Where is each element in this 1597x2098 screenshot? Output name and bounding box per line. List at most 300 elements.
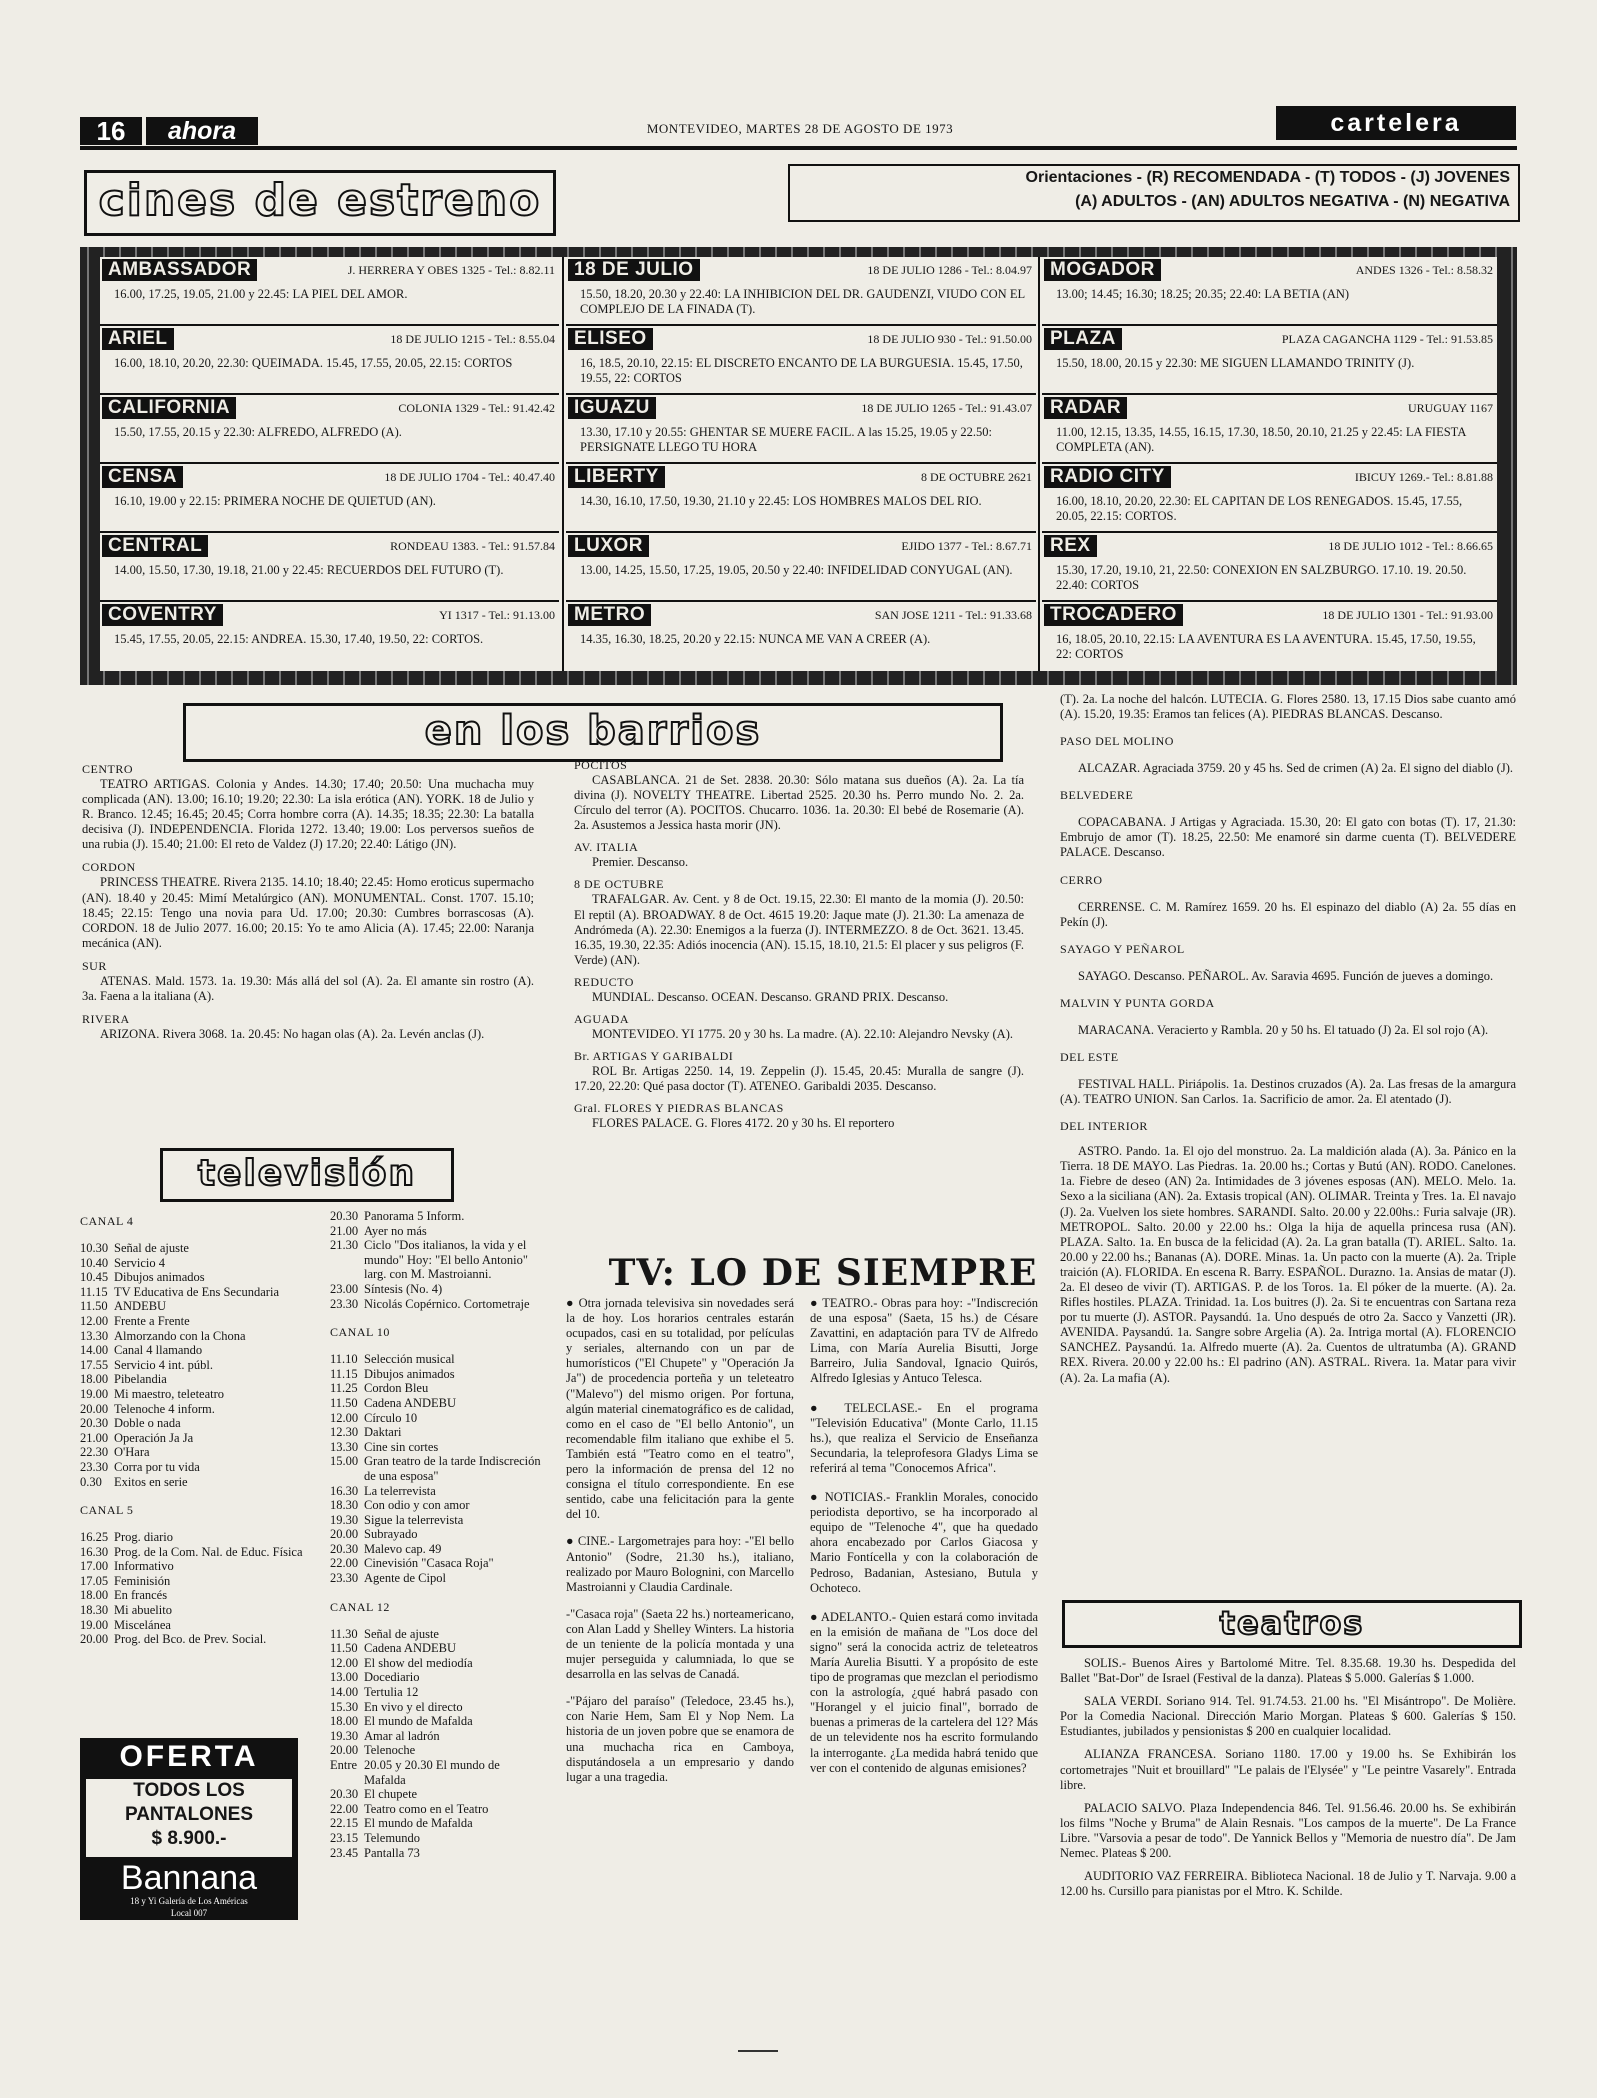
tv-column-2 <box>330 1209 544 1860</box>
schedule-program: Amar al ladrón <box>364 1728 440 1743</box>
schedule-row <box>80 1372 320 1387</box>
cinema-showtimes: 16.10, 19.00 y 22.15: PRIMERA NOCHE DE QUIETUD (AN). <box>114 494 436 508</box>
channel-schedule <box>80 1530 320 1647</box>
cinema-name: RADIO CITY <box>1044 466 1171 488</box>
schedule-time: 23.00 <box>330 1281 359 1296</box>
television-title: televisión <box>197 1153 417 1194</box>
section-text: TRAFALGAR. Av. Cent. y 8 de Oct. 19.15, 22.30: El manto de la momia (J). 20.50: El reptil (A). BROADWAY. 8 de Oct. 4615 19.20: Jaque mate (J). 21.30: La amenaza de Andrómeda (A). 22.30: Enemigos a la fuerza (J). INTERMEZZO. 8 de Oct. 3621. 13.45. 16.35, 19.30, 22.35: Adiós inocencia (AN). 15.15, 18.10, 21.5: El placer y sus peligros (F. Verde) (AN). <box>574 892 1024 967</box>
barrios-section <box>1060 734 1516 776</box>
section-text: ARIZONA. Rivera 3068. 1a. 20.45: No hagan olas (A). 2a. Levén anclas (J). <box>100 1027 485 1042</box>
newspaper-name: ahora <box>146 117 258 145</box>
schedule-time: 19.30 <box>330 1728 359 1743</box>
schedule-program: Con odio y con amor <box>364 1498 470 1513</box>
cinema-name: CENTRAL <box>102 535 208 557</box>
schedule-program: Docediario <box>364 1670 420 1685</box>
schedule-program: Servicio 4 int. públ. <box>114 1357 213 1372</box>
schedule-row <box>330 1238 544 1282</box>
schedule-row <box>330 1396 544 1411</box>
schedule-row <box>80 1530 320 1545</box>
schedule-time: 11.30 <box>330 1626 358 1641</box>
schedule-time: 10.30 <box>80 1241 109 1255</box>
section-heading: Br. ARTIGAS Y GARIBALDI <box>574 1049 734 1064</box>
schedule-time: 20.00 <box>330 1743 359 1758</box>
schedule-program: Agente de Cipol <box>364 1571 446 1586</box>
section-heading: DEL ESTE <box>1060 1049 1119 1064</box>
schedule-program: Cadena ANDEBU <box>364 1395 456 1410</box>
section-text: COPACABANA. J Artigas y Agraciada. 15.30, 20: El gato con botas (T). 17, 21.30: Embrujo de amor (T). 18.25, 22.50: Me enamoré sin darme cuenta (T). BELVEDERE PALACE. Descanso. <box>1060 815 1516 860</box>
footer-rule <box>738 2050 778 2052</box>
schedule-time: 13.30 <box>80 1328 109 1343</box>
schedule-row <box>330 1484 544 1499</box>
schedule-time: 18.00 <box>80 1372 109 1387</box>
cinema-showtimes: 11.00, 12.15, 13.35, 14.55, 16.15, 17.30, 18.50, 20.10, 21.25 y 22.45: LA FIESTA COMPLETA (AN). <box>1056 425 1466 454</box>
schedule-time: 22.30 <box>80 1445 109 1460</box>
article-paragraph: ● TEATRO.- Obras para hoy: -"Indiscreción de una esposa" (Saeta, 15 hs.) de Césare Zavattini, en adaptación para TV de Alfredo Lima, con María Aurelia Bisutti, Jorge Barreiro, Julia Sandoval, Ignacio Quirós, Alfredo Iglesias y Antuco Telesca. <box>810 1296 1038 1386</box>
cinema-showtimes: 13.30, 17.10 y 20.55: GHENTAR SE MUERE FACIL. A las 15.25, 19.05 y 22.50: PERSIGNATE LLEGO TU HORA <box>580 425 992 454</box>
teatros-list <box>1060 1656 1516 1899</box>
schedule-program: Cordon Bleu <box>364 1381 429 1396</box>
schedule-row <box>330 1381 544 1396</box>
barrios-section <box>1060 1050 1516 1107</box>
barrios-section <box>1060 1119 1516 1386</box>
cinema-name: ELISEO <box>568 328 653 350</box>
section-heading: AV. ITALIA <box>574 840 639 855</box>
article-paragraph: ● CINE.- Largometrajes para hoy: -"El bello Antonio" (Sodre, 21.30 hs.), italiano, realizado por Mauro Bolognini, con Marcello Mastroianni y Claudia Cardinale. <box>566 1534 794 1594</box>
schedule-row <box>80 1256 320 1271</box>
schedule-time: 12.00 <box>330 1410 359 1425</box>
television-title-box <box>160 1148 454 1202</box>
cinema-address: ANDES 1326 - Tel.: 8.58.32 <box>1355 263 1493 277</box>
barrios-section <box>1060 788 1516 860</box>
schedule-time: 11.50 <box>80 1299 108 1314</box>
cinema-showtimes: 16.00, 18.10, 20.20, 22.30: QUEIMADA. 15.45, 17.55, 20.05, 22.15: CORTOS <box>114 356 513 370</box>
barrios-section <box>574 1012 1024 1042</box>
schedule-program: Cadena ANDEBU <box>364 1641 456 1656</box>
dateline: MONTEVIDEO, MARTES 28 DE AGOSTO DE 1973 <box>646 121 954 136</box>
article-column-2 <box>810 1296 1038 1776</box>
schedule-time: 15.00 <box>330 1454 359 1469</box>
schedule-row <box>330 1831 544 1846</box>
schedule-row <box>330 1282 544 1297</box>
cinema-showtimes: 16, 18.5, 20.10, 22.15: EL DISCRETO ENCANTO DE LA BURGUESIA. 15.45, 17.50, 19.55, 22: CORTOS <box>580 356 1023 385</box>
section-text: SAYAGO. Descanso. PEÑAROL. Av. Saravia 4695. Función de jueves a domingo. <box>1078 968 1494 983</box>
section-heading: DEL INTERIOR <box>1060 1119 1148 1134</box>
schedule-time: 11.15 <box>80 1284 108 1299</box>
schedule-row <box>330 1729 544 1744</box>
cinema-showtimes: 15.45, 17.55, 20.05, 22.15: ANDREA. 15.30, 17.40, 19.50, 22: CORTOS. <box>114 632 484 646</box>
cinema-address: RONDEAU 1383. - Tel.: 91.57.84 <box>390 539 555 553</box>
cinema-address: IBICUY 1269.- Tel.: 8.81.88 <box>1354 470 1493 484</box>
schedule-program: Corra por tu vida <box>114 1459 200 1474</box>
schedule-row <box>330 1440 544 1455</box>
schedule-program: El show del mediodía <box>364 1655 473 1670</box>
article-paragraph: ● TELECLASE.- En el programa "Televisión Educativa" (Monte Carlo, 11.15 hs.), que realiza el Servicio de Enseñanza Secundaria, la teleprofesora Gladys Lima se referirá al tema "Conocemos Africa". <box>810 1400 1038 1475</box>
cinema-address: SAN JOSE 1211 - Tel.: 91.33.68 <box>874 608 1032 622</box>
section-text: PRINCESS THEATRE. Rivera 2135. 14.10; 18.40; 22.45: Homo eroticus supermacho (AN). 18.40 y 20.45: Mimí Metalúrgico (AN). MONUMENTAL. Const. 1707. 15.10; 18.45; 22.15: Tengo una novia para Ud. 17.00; 20.30: Cumbres borrascosas (A). CORDON. 18 de Julio 2077. 16.00; 20.15: Yo te amo Alicia (A). 17.45; 22.00: Naranja mecánica (AN). <box>82 875 534 950</box>
schedule-row <box>330 1802 544 1817</box>
schedule-program: Nicolás Copérnico. Cortometraje <box>364 1296 530 1311</box>
cinema-column-2 <box>566 257 1036 671</box>
schedule-program: Telemundo <box>364 1830 421 1845</box>
section-heading: Gral. FLORES Y PIEDRAS BLANCAS <box>574 1101 784 1116</box>
cinema-showtimes: 16, 18.05, 20.10, 22.15: LA AVENTURA ES LA AVENTURA. 15.45, 17.50, 19.55, 22: CORTOS <box>1056 632 1476 661</box>
cinema-name: ARIEL <box>102 328 174 350</box>
section-text: ROL Br. Artigas 2250. 14, 19. Zeppelin (J). 15.45, 20.45: Muralla de sangre (J). 17.20, 22.20: Qué pasa doctor (T). ATENEO. Garibaldi 2035. Descanso. <box>574 1064 1024 1094</box>
schedule-program: Sigue la telerrevista <box>364 1512 464 1527</box>
schedule-program: Dibujos animados <box>114 1270 205 1285</box>
schedule-row <box>80 1358 320 1373</box>
schedule-time: 20.30 <box>330 1541 359 1556</box>
channel-heading: CANAL 4 <box>80 1214 134 1228</box>
orientation-legend <box>788 164 1520 222</box>
schedule-program: Frente a Frente <box>114 1313 190 1328</box>
schedule-row <box>80 1416 320 1431</box>
schedule-time: 22.00 <box>330 1556 359 1571</box>
schedule-row <box>80 1343 320 1358</box>
schedule-time: 11.15 <box>330 1366 358 1381</box>
article-paragraph: -"Pájaro del paraíso" (Teledoce, 23.45 hs.), con Narie Hem, Sam El y Nop Nem. La historia de un joven pobre que se enamora de una muchacha rica en Camboya, disputándosela a un empresario y dando lugar a una tragedia. <box>566 1694 794 1784</box>
cinema-showtimes: 13.00, 14.25, 15.50, 17.25, 19.05, 20.50 y 22.40: INFIDELIDAD CONYUGAL (AN). <box>580 563 1013 577</box>
schedule-row <box>330 1498 544 1513</box>
section-text: Premier. Descanso. <box>592 855 689 870</box>
schedule-program: El mundo de Mafalda <box>364 1816 473 1831</box>
channel-schedule <box>330 1352 544 1586</box>
schedule-program: Panorama 5 Inform. <box>364 1209 465 1223</box>
schedule-time: 17.55 <box>80 1357 109 1372</box>
cinema-address: 18 DE JULIO 1265 - Tel.: 91.43.07 <box>861 401 1032 415</box>
schedule-program: TV Educativa de Ens Secundaria <box>114 1284 279 1299</box>
cinema-name: METRO <box>568 604 651 626</box>
estreno-title-box <box>84 170 556 236</box>
teatros-title: teatros <box>1219 1604 1365 1642</box>
schedule-row <box>330 1411 544 1426</box>
cinema-showtimes: 13.00; 14.45; 16.30; 18.25; 20.35; 22.40: LA BETIA (AN) <box>1056 287 1350 301</box>
section-heading: CORDON <box>82 860 136 875</box>
barrios-column-2 <box>574 758 1024 1131</box>
schedule-row <box>80 1603 320 1618</box>
barrios-section <box>82 762 534 852</box>
section-text: ATENAS. Mald. 1573. 1a. 19.30: Más allá del sol (A). 2a. El amante sin rostro (A). 3a. Faena a la italiana (A). <box>82 973 534 1004</box>
cinema-listing <box>100 257 559 326</box>
header-rule <box>80 146 1517 150</box>
schedule-time: 13.30 <box>330 1439 359 1454</box>
schedule-row <box>330 1425 544 1440</box>
schedule-program: Pibelandia <box>114 1372 167 1387</box>
teatro-listing: SALA VERDI. Soriano 914. Tel. 91.74.53. 21.00 hs. "El Misántropo". De Molière. Por la Comedia Nacional. Dirección Mario Morgan. Plateas $ 600. Galerías $ 150. Estudiantes, jubilados y pensionistas $ 200 en cualquier localidad. <box>1060 1694 1516 1739</box>
teatro-listing: AUDITORIO VAZ FERREIRA. Biblioteca Nacional. 18 de Julio y T. Narvaja. 9.00 a 12.00 hs. Cursillo para pianistas por el Mtro. K. Schilde. <box>1060 1869 1516 1899</box>
schedule-row <box>330 1714 544 1729</box>
schedule-row <box>80 1574 320 1589</box>
section-text: CASABLANCA. 21 de Set. 2838. 20.30: Sólo matana sus dueños (A). 2a. La tía divina (J). NOVELTY THEATRE. Libertad 2525. 20.30 hs. Perro mundo No. 2. 2a. Círculo del terror (A). POCITOS. Chucarro. 1036. 1a. 20.30: El bebé de Rosemarie (A). 2a. Asustemos a Jessica hasta morir (JN). <box>574 773 1024 833</box>
section-heading: MALVIN Y PUNTA GORDA <box>1060 995 1215 1010</box>
schedule-program: Servicio 4 <box>114 1255 166 1270</box>
schedule-program: Síntesis (No. 4) <box>364 1281 443 1296</box>
schedule-row <box>80 1270 320 1285</box>
schedule-program: Círculo 10 <box>364 1410 418 1425</box>
schedule-time: 19.30 <box>330 1512 359 1527</box>
cinema-address: 18 DE JULIO 1012 - Tel.: 8.66.65 <box>1328 539 1493 553</box>
cinema-address: 18 DE JULIO 1704 - Tel.: 40.47.40 <box>384 470 555 484</box>
article-paragraph: ● ADELANTO.- Quien estará como invitada en la emisión de mañana de "Los doce del signo" será la conocida actriz de teleteatros María Aurelia Bisutti. Y a propósito de este tipo de programas que mezclan el periodismo con la astrología, ¿qué habrá pasado con "Horangel y el juicio final", borrado de buenas a primeras de la cartelera del 12? Más de un televidente nos ha escrito formulando la interrogante. ¿La medida habrá tenido que ver con el contenido de algunas emisiones? <box>810 1609 1038 1775</box>
schedule-row <box>330 1542 544 1557</box>
schedule-program: Miscelánea <box>114 1617 171 1632</box>
schedule-program: La telerrevista <box>364 1483 436 1498</box>
section-heading: PASO DEL MOLINO <box>1060 734 1174 749</box>
barrios-title: en los barrios <box>424 708 762 754</box>
cinema-showtimes: 16.00, 18.10, 20.20, 22.30: EL CAPITAN DE LOS RENEGADOS. 15.45, 17.55, 20.05, 22.15: CORTOS. <box>1056 494 1463 523</box>
cinema-name: REX <box>1044 535 1097 557</box>
section-text: FESTIVAL HALL. Piriápolis. 1a. Destinos cruzados (A). 2a. Las fresas de la amargura (A). TEATRO UNION. San Carlos. 1a. Sacrificio de amor. 2a. El atentado (J). <box>1060 1076 1516 1107</box>
schedule-row <box>330 1513 544 1528</box>
schedule-time: 15.30 <box>330 1699 359 1714</box>
teatro-listing: SOLIS.- Buenos Aires y Bartolomé Mitre. Tel. 8.35.68. 19.30 hs. Despedida del Ballet "Bat-Dor" de Israel (Festival de la danza). Plateas $ 5.000. Galerías $ 1.000. <box>1060 1656 1516 1686</box>
grid-separator <box>1038 257 1040 671</box>
schedule-program: Tertulia 12 <box>364 1685 419 1700</box>
schedule-row <box>330 1556 544 1571</box>
schedule-program: Mi maestro, teleteatro <box>114 1386 225 1401</box>
cinema-listing <box>100 602 559 671</box>
cinema-address: URUGUAY 1167 <box>1407 401 1493 415</box>
schedule-time: 23.30 <box>330 1571 359 1586</box>
schedule-time: 14.00 <box>80 1343 109 1358</box>
schedule-program: Doble o nada <box>114 1416 181 1431</box>
schedule-program: Ciclo "Dos italianos, la vida y el mundo" Hoy: "El bello Antonio" larg. con M. Mastroianni. <box>364 1238 528 1282</box>
section-heading: RIVERA <box>82 1012 130 1027</box>
schedule-row <box>330 1787 544 1802</box>
ad-local: Local 007 <box>170 1908 208 1918</box>
schedule-time: 11.25 <box>330 1381 358 1396</box>
cinema-showtimes: 15.30, 17.20, 19.10, 21, 22.50: CONEXION EN SALZBURGO. 17.10. 19. 20.50. 22.40: CORTOS <box>1056 563 1467 592</box>
section-text: ASTRO. Pando. 1a. El ojo del monstruo. 2a. La maldición alada (A). 3a. Pánico en la Tierra. 18 DE MAYO. Las Piedras. 1a. 20.00 hs.; Cortas y Butú (AN). RODO. Canelones. 1a. Fiebre de deseo (AN) 2a. Intimidades de 3 jóvenes esposas (AN). MELO. Melo. 1a. Sexo a la siciliana (AN). 2a. Extasis tropical (AN). OLIMAR. Treinta y Tres. 1a. El navajo (J). 2a. Vuelven los siete hombres. SARANDI. Salto. 20.00 y 22.00hs.: Furia salvaje (JR). METROPOL. Salto. 20.00 y 22.00 hs.: Olga la hija de aquella princesa rusa (AN). PLAZA. Salto. 1a. En busca de la felicidad (A). 2a. La gran batalla (T). ARIEL. Salto. 1a. 20.00 y 22.00 hs.; Bananas (A). DORE. Minas. 1a. Un pacto con la muerte (A). 2a. Triple traición (A). FLORIDA. En escena R. Barry. ESPAÑOL. Durazno. 1a. Ansias de matar (J). 2a. El deseo de vivir (T). ARTIGAS. P. de los Toros. 1a. El póker de la muerte. (A). 2a. Rifles hostiles. PLAZA. Trinidad. 1a. Los buitres (J). 2a. Si te encuentras con Sartana reza por tu muerte (J). ASTOR. Paysandú. 1a. Uno después de otro 2a. Sacco y Vanzetti (JR). AVENIDA. Paysandú. 1a. Sangre sobre Argelia (A). 2a. Intriga mortal (A). FLORENCIO SANCHEZ. Paysandú. 1a. Alfredo muerte (A). 2a. Cuentos de ultratumba (A). GRAND REX. Rivera. 20.00 y 22.00 hs.: El padrino (AN). ASTRAL. Rivera. 1a. Matar para vivir (A). 2a. La mafia (A). <box>1060 1144 1516 1385</box>
section-heading: SUR <box>82 958 107 973</box>
schedule-row <box>330 1454 544 1483</box>
section-text: ALCAZAR. Agraciada 3759. 20 y 45 hs. Sed de crimen (A) 2a. El signo del diablo (J). <box>1078 761 1513 776</box>
barrios-section <box>574 975 1024 1005</box>
cinema-column-1 <box>100 257 559 671</box>
schedule-time: 19.00 <box>80 1617 109 1632</box>
schedule-time: 12.30 <box>330 1425 359 1440</box>
schedule-row <box>80 1285 320 1300</box>
schedule-row <box>330 1846 544 1861</box>
schedule-program: Cinevisión "Casaca Roja" <box>364 1556 494 1571</box>
channel-schedule <box>330 1627 544 1861</box>
cinema-name: PLAZA <box>1044 328 1122 350</box>
cinema-name: IGUAZU <box>568 397 656 419</box>
schedule-time: 20.00 <box>330 1527 359 1542</box>
channel-schedule <box>80 1241 320 1489</box>
orientation-line-1: Orientaciones - (R) RECOMENDADA - (T) TODOS - (J) JOVENES <box>1025 169 1510 186</box>
cinema-address: J. HERRERA Y OBES 1325 - Tel.: 8.82.11 <box>347 263 555 277</box>
schedule-row <box>80 1545 320 1560</box>
schedule-program: Telenoche 4 inform. <box>114 1401 215 1416</box>
schedule-time: 18.30 <box>80 1603 109 1618</box>
cinema-listing <box>566 395 1036 464</box>
barrios-title-box <box>183 703 1003 762</box>
tv-column-1 <box>80 1214 320 1647</box>
schedule-row <box>80 1299 320 1314</box>
schedule-time: 19.00 <box>80 1386 109 1401</box>
cinema-name: LUXOR <box>568 535 649 557</box>
barrios-section <box>574 1101 1024 1131</box>
cinema-listing <box>566 326 1036 395</box>
cinema-address: YI 1317 - Tel.: 91.13.00 <box>439 608 555 622</box>
cinema-listing <box>1042 395 1497 464</box>
schedule-program: En vivo y el directo <box>364 1699 463 1714</box>
cinema-showtimes: 14.00, 15.50, 17.30, 19.18, 21.00 y 22.45: RECUERDOS DEL FUTURO (T). <box>114 563 504 577</box>
section-text: FLORES PALACE. G. Flores 4172. 20 y 30 hs. El reportero <box>592 1116 895 1131</box>
cinema-address: 18 DE JULIO 930 - Tel.: 91.50.00 <box>867 332 1032 346</box>
cinema-listing <box>566 602 1036 671</box>
section-heading: POCITOS <box>574 758 628 772</box>
section-text: MUNDIAL. Descanso. OCEAN. Descanso. GRAND PRIX. Descanso. <box>592 989 949 1004</box>
schedule-time: 13.00 <box>330 1670 359 1685</box>
schedule-row <box>80 1475 320 1490</box>
schedule-program: ANDEBU <box>114 1299 167 1314</box>
schedule-row <box>330 1685 544 1700</box>
barrios-section <box>82 959 534 1004</box>
ad-offer-panel <box>86 1779 292 1857</box>
schedule-row <box>330 1656 544 1671</box>
barrios-section <box>574 758 1024 833</box>
teatro-listing: ALIANZA FRANCESA. Soriano 1180. 17.00 y 19.00 hs. Se Exhibirán los cortometrajes "Nuit et brouillard" "Le palais de l'Elysée" y "Le peintre Vasarely". Entrada libre. <box>1060 1747 1516 1792</box>
channel-heading: CANAL 10 <box>330 1325 390 1340</box>
cinema-address: COLONIA 1329 - Tel.: 91.42.42 <box>398 401 555 415</box>
cinema-name: RADAR <box>1044 397 1127 419</box>
section-heading: REDUCTO <box>574 974 634 989</box>
schedule-program: Subrayado <box>364 1527 418 1542</box>
schedule-row <box>330 1641 544 1656</box>
schedule-row <box>80 1431 320 1446</box>
cinema-address: 18 DE JULIO 1286 - Tel.: 8.04.97 <box>867 263 1032 277</box>
channel-heading: CANAL 12 <box>330 1599 390 1614</box>
schedule-time: 20.30 <box>80 1416 109 1431</box>
schedule-time: 17.05 <box>80 1573 109 1588</box>
schedule-program: El mundo de Mafalda <box>364 1714 473 1729</box>
schedule-time: 21.00 <box>80 1430 109 1445</box>
schedule-time: 20.00 <box>80 1401 109 1416</box>
schedule-row <box>80 1445 320 1460</box>
cinema-name: MOGADOR <box>1044 259 1161 281</box>
schedule-time: 0.30 <box>80 1474 102 1489</box>
barrios-section <box>82 860 534 950</box>
article-paragraph: -"Casaca roja" (Saeta 22 hs.) norteamericano, con Alan Ladd y Shelley Winters. La historia de un teniente de la policía montada y una mujer perseguida y calumniada, lo que se desarrolla en las selvas de Canadá. <box>566 1606 794 1682</box>
cinema-listing <box>100 326 559 395</box>
cinema-showtimes: 14.30, 16.10, 17.50, 19.30, 21.10 y 22.45: LOS HOMBRES MALOS DEL RIO. <box>580 494 982 508</box>
schedule-program: Señal de ajuste <box>364 1626 439 1641</box>
schedule-row <box>330 1700 544 1715</box>
schedule-program: Teatro como en el Teatro <box>364 1801 489 1816</box>
schedule-program: Telenoche <box>364 1743 416 1758</box>
ad-line: PANTALONES <box>124 1804 254 1825</box>
schedule-row <box>80 1329 320 1344</box>
ad-title: OFERTA <box>119 1740 259 1773</box>
page-number: 16 <box>80 117 142 145</box>
ad-brand: Bannana <box>120 1859 258 1897</box>
barrios-column-3 <box>1060 692 1516 1386</box>
section-text: CERRENSE. C. M. Ramírez 1659. 20 hs. El espinazo del diablo (A) 2a. 55 días en Pekín (J). <box>1060 899 1516 929</box>
teatro-listing: PALACIO SALVO. Plaza Independencia 846. Tel. 91.56.46. 20.00 hs. Se exhibirán los films "Noche y Bruma" de Alain Resnais. "Los campos de la muerte". De La France Libre. "Varsovia a pesar de todo". De Yannick Bellos y "Memoria de nuestro día". De Jam Nemec. Plateas $ 200. <box>1060 1800 1516 1861</box>
cinema-name: COVENTRY <box>102 604 223 626</box>
schedule-program: Operación Ja Ja <box>114 1430 194 1445</box>
schedule-time: 10.40 <box>80 1255 109 1270</box>
cinema-address: PLAZA CAGANCHA 1129 - Tel.: 91.53.85 <box>1281 332 1493 346</box>
schedule-time: 14.00 <box>330 1685 359 1700</box>
barrios-section <box>1060 873 1516 930</box>
article-paragraph: ● NOTICIAS.- Franklin Morales, conocido periodista deportivo, se ha incorporado al equipo de "Telenoche 4", que ha quedado ahora encabezado por Carlos Giacosa y Mario Fontícella y con la colaboración de Pedroso, Badanian, Astesiano, Butula y Ochoteco. <box>810 1490 1038 1595</box>
schedule-row <box>80 1402 320 1417</box>
cinema-listing <box>100 464 559 533</box>
schedule-time: 20.00 <box>80 1632 109 1647</box>
schedule-row <box>330 1758 544 1787</box>
schedule-time: 12.00 <box>80 1313 109 1328</box>
schedule-row <box>80 1241 320 1256</box>
estreno-title: cines de estreno <box>98 175 542 226</box>
schedule-time: 23.45 <box>330 1845 359 1860</box>
schedule-row <box>80 1314 320 1329</box>
section-label: cartelera <box>1276 106 1516 140</box>
schedule-time: 16.30 <box>330 1483 359 1498</box>
schedule-program: Gran teatro de la tarde Indiscreción de una esposa" <box>364 1454 541 1483</box>
cinema-listing <box>1042 602 1497 671</box>
schedule-time: 21.00 <box>330 1223 359 1238</box>
schedule-time: 11.50 <box>330 1641 358 1656</box>
cinema-grid-band <box>80 671 1517 685</box>
cinema-listing <box>1042 464 1497 533</box>
schedule-time: 12.00 <box>330 1655 359 1670</box>
schedule-time: 11.50 <box>330 1395 358 1410</box>
schedule-program: Malevo cap. 49 <box>364 1541 442 1556</box>
cinema-listing <box>1042 533 1497 602</box>
section-text: MARACANA. Veracierto y Rambla. 20 y 50 hs. El tatuado (J) 2a. El sol rojo (A). <box>1078 1022 1489 1037</box>
cinema-name: CALIFORNIA <box>102 397 236 419</box>
cinema-name: LIBERTY <box>568 466 665 488</box>
cinema-showtimes: 15.50, 18.20, 20.30 y 22.40: LA INHIBICION DEL DR. GAUDENZI, VIUDO CON EL COMPLEJO DE LA FINADA (T). <box>580 287 1025 316</box>
schedule-program: Informativo <box>114 1559 174 1574</box>
schedule-time: Entre <box>330 1758 358 1772</box>
schedule-time: 22.00 <box>330 1801 359 1816</box>
article-headline: TV: LO DE SIEMPRE <box>608 1252 1038 1294</box>
cinema-column-3 <box>1042 257 1497 671</box>
cinema-listing <box>566 257 1036 326</box>
cinema-listing <box>1042 326 1497 395</box>
cinema-name: 18 DE JULIO <box>568 259 700 281</box>
barrios-section <box>82 1012 534 1042</box>
schedule-program: Daktari <box>364 1425 402 1440</box>
schedule-row <box>330 1527 544 1542</box>
schedule-program: Señal de ajuste <box>114 1241 189 1255</box>
schedule-time: 17.00 <box>80 1559 109 1574</box>
channel-schedule <box>330 1209 544 1311</box>
barrios-column-1 <box>82 762 534 1050</box>
schedule-row <box>80 1588 320 1603</box>
schedule-program: Mi abuelito <box>114 1603 172 1618</box>
schedule-row <box>80 1387 320 1402</box>
barrios-section <box>1060 692 1516 722</box>
schedule-program: O'Hara <box>114 1445 150 1460</box>
section-heading: CERRO <box>1060 872 1103 887</box>
schedule-program: En francés <box>114 1588 168 1603</box>
cinema-listing <box>1042 257 1497 326</box>
schedule-program: Almorzando con la Chona <box>114 1328 246 1343</box>
cinema-listing <box>566 533 1036 602</box>
cinema-showtimes: 14.35, 16.30, 18.25, 20.20 y 22.15: NUNCA ME VAN A CREER (A). <box>580 632 931 646</box>
schedule-time: 10.45 <box>80 1270 109 1285</box>
section-text: MONTEVIDEO. YI 1775. 20 y 30 hs. La madre. (A). 22.10: Alejandro Nevsky (A). <box>592 1027 1013 1042</box>
section-heading: AGUADA <box>574 1012 629 1027</box>
cinema-showtimes: 16.00, 17.25, 19.05, 21.00 y 22.45: LA PIEL DEL AMOR. <box>114 287 408 301</box>
cinema-listing <box>100 533 559 602</box>
cinema-name: TROCADERO <box>1044 604 1183 626</box>
